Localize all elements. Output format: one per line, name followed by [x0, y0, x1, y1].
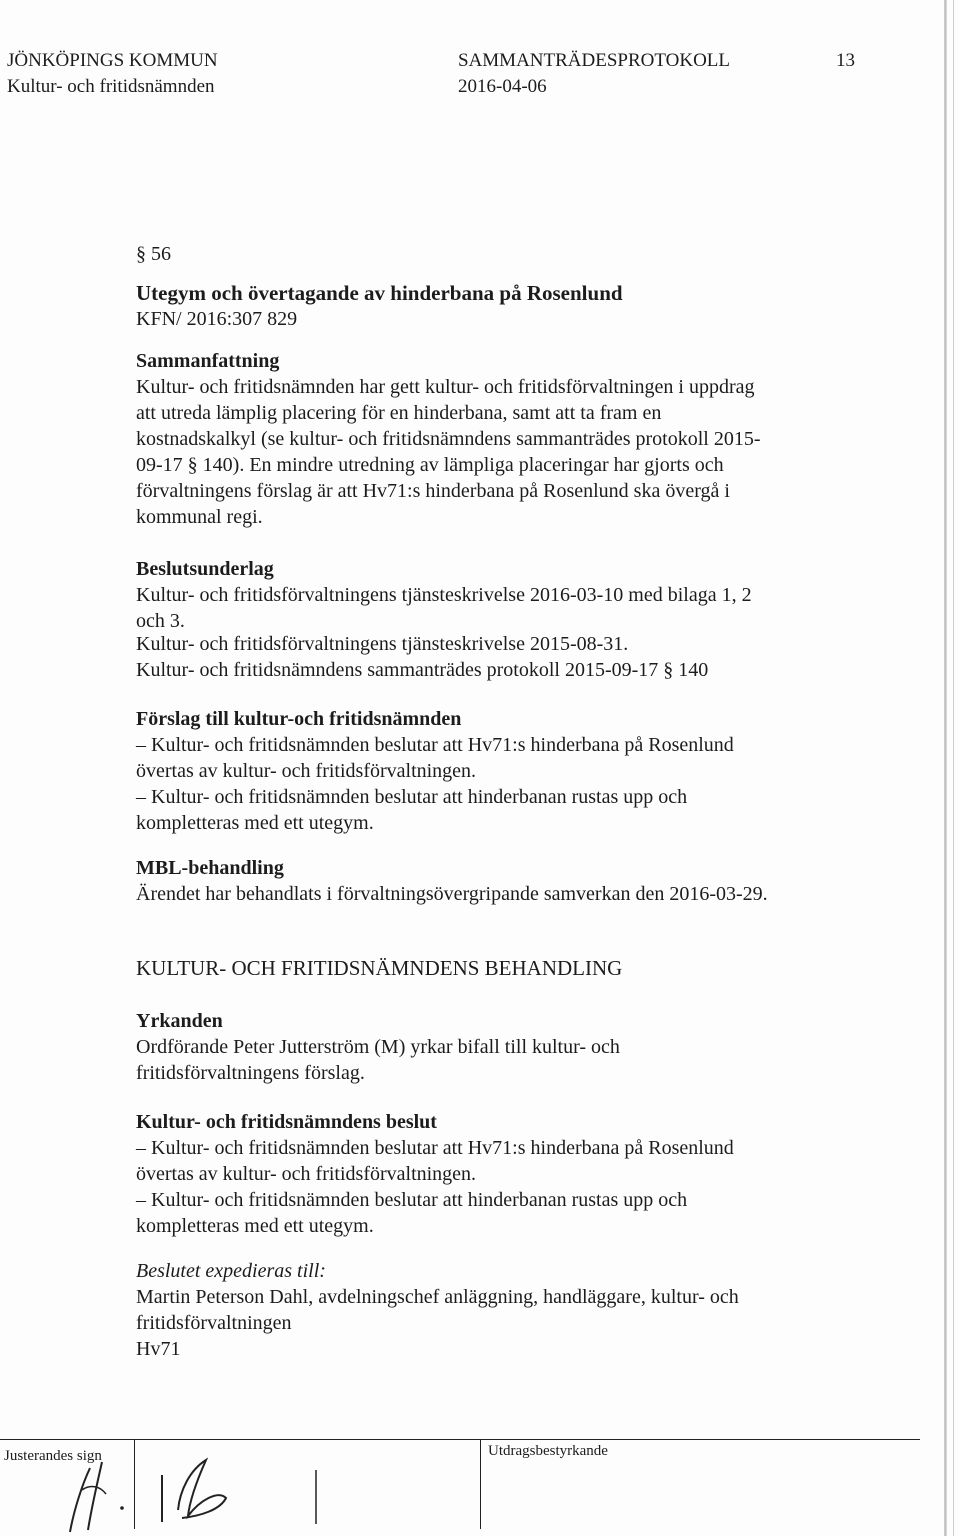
text-line: Ordförande Peter Jutterström (M) yrkar bifall till kultur- och: [136, 1036, 620, 1058]
text-line: att utreda lämplig placering för en hinderbana, samt att ta fram en: [136, 402, 662, 424]
paragraph-title: Utegym och övertagande av hinderbana på Rosenlund: [136, 281, 623, 305]
text-line: kommunal regi.: [136, 506, 263, 528]
text-line: fritidsförvaltningens förslag.: [136, 1062, 365, 1084]
section-heading-beslutsunderlag: Beslutsunderlag: [136, 558, 274, 580]
utdragsbestyrkande-label: Utdragsbestyrkande: [488, 1443, 608, 1459]
section-heading-behandling: KULTUR- OCH FRITIDSNÄMNDENS BEHANDLING: [136, 956, 623, 980]
meeting-date: 2016-04-06: [458, 76, 547, 97]
text-line: Kultur- och fritidsförvaltningens tjänsteskrivelse 2015-08-31.: [136, 633, 629, 655]
section-heading-forslag: Förslag till kultur-och fritidsnämnden: [136, 708, 462, 730]
section-heading-beslut: Kultur- och fritidsnämndens beslut: [136, 1111, 437, 1133]
text-line: Kultur- och fritidsnämndens sammanträdes protokoll 2015-09-17 § 140: [136, 659, 709, 681]
page-edge-line: [953, 0, 954, 1536]
footer-divider: [480, 1439, 481, 1529]
text-line: – Kultur- och fritidsnämnden beslutar att hinderbanan rustas upp och: [136, 786, 688, 808]
text-line: kompletteras med ett utegym.: [136, 1215, 374, 1237]
section-heading-sammanfattning: Sammanfattning: [136, 350, 280, 372]
section-heading-yrkanden: Yrkanden: [136, 1010, 223, 1032]
justerandes-sign-label: Justerandes sign: [4, 1448, 102, 1464]
paragraph-number: § 56: [136, 243, 171, 265]
text-line: Hv71: [136, 1338, 181, 1360]
text-line: förvaltningens förslag är att Hv71:s hinderbana på Rosenlund ska övergå i: [136, 480, 730, 502]
footer-rule: [0, 1439, 920, 1440]
text-line: övertas av kultur- och fritidsförvaltningen.: [136, 760, 477, 782]
text-line: Kultur- och fritidsnämnden har gett kultur- och fritidsförvaltningen i uppdrag: [136, 376, 755, 398]
page-number: 13: [836, 50, 855, 71]
text-line: 09-17 § 140). En mindre utredning av lämpliga placeringar har gjorts och: [136, 454, 724, 476]
page-edge-shadow: [944, 0, 947, 1536]
text-line: Kultur- och fritidsförvaltningens tjänsteskrivelse 2016-03-10 med bilaga 1, 2: [136, 584, 752, 606]
document-type: SAMMANTRÄDESPROTOKOLL: [458, 50, 731, 71]
text-line: och 3.: [136, 610, 185, 632]
text-line: – Kultur- och fritidsnämnden beslutar att Hv71:s hinderbana på Rosenlund: [136, 1137, 734, 1159]
section-heading-mbl: MBL-behandling: [136, 857, 284, 879]
text-line: fritidsförvaltningen: [136, 1312, 292, 1334]
text-line: – Kultur- och fritidsnämnden beslutar att hinderbanan rustas upp och: [136, 1189, 688, 1211]
municipality-name: JÖNKÖPINGS KOMMUN: [7, 50, 218, 71]
text-line: övertas av kultur- och fritidsförvaltningen.: [136, 1163, 477, 1185]
text-line: Martin Peterson Dahl, avdelningschef anläggning, handläggare, kultur- och: [136, 1286, 739, 1308]
committee-name: Kultur- och fritidsnämnden: [7, 76, 215, 97]
text-line: kompletteras med ett utegym.: [136, 812, 374, 834]
text-line: – Kultur- och fritidsnämnden beslutar att Hv71:s hinderbana på Rosenlund: [136, 734, 734, 756]
section-heading-expedieras: Beslutet expedieras till:: [136, 1260, 326, 1282]
handwritten-signature: [30, 1450, 450, 1535]
text-line: kostnadskalkyl (se kultur- och fritidsnämndens sammanträdes protokoll 2015-: [136, 428, 761, 450]
case-reference: KFN/ 2016:307 829: [136, 308, 298, 330]
text-line: Ärendet har behandlats i förvaltningsövergripande samverkan den 2016-03-29.: [136, 883, 768, 905]
